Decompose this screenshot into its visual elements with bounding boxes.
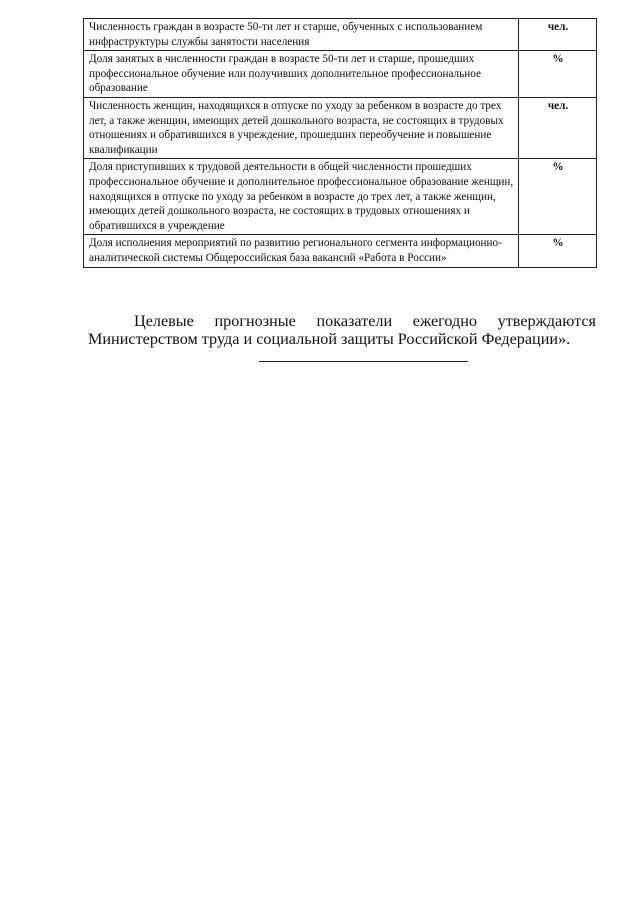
indicator-unit-cell: чел. <box>519 97 597 158</box>
indicator-name-cell: Численность граждан в возрасте 50-ти лет и старше, обученных с использованием инфраструктуры службы занятости населения <box>84 19 519 51</box>
indicator-name-cell: Доля занятых в численности граждан в возрасте 50-ти лет и старше, прошедших профессиональное обучение или получивших дополнительное профессиональное образование <box>84 51 519 98</box>
table-row <box>84 97 597 158</box>
table-row <box>84 19 597 51</box>
indicators-table <box>83 18 597 268</box>
indicator-unit-cell: % <box>519 51 597 98</box>
table-row <box>84 51 597 98</box>
table-row <box>84 159 597 235</box>
indicator-unit-cell: чел. <box>519 19 597 51</box>
indicator-unit-cell: % <box>519 235 597 267</box>
closing-paragraph: Целевые прогнозные показатели ежегодно утверждаются Министерством труда и социальной защиты Российской Федерации». <box>88 312 596 348</box>
indicator-name-cell: Численность женщин, находящихся в отпуске по уходу за ребенком в возрасте до трех лет, а также женщин, имеющих детей дошкольного возраста, не состоящих в трудовых отношениях и обратившихся в учреждение, прошедших переобучение и повышение квалификации <box>84 97 519 158</box>
table-row <box>84 235 597 267</box>
indicator-name-cell: Доля исполнения мероприятий по развитию регионального сегмента информационно-аналитической системы Общероссийская база вакансий «Работа в России» <box>84 235 519 267</box>
indicator-unit-cell: % <box>519 159 597 235</box>
end-of-document-rule <box>259 361 468 362</box>
indicator-name-cell: Доля приступивших к трудовой деятельности в общей численности прошедших профессиональное обучение и дополнительное профессиональное образование женщин, находящихся в отпуске по уходу за ребенком в возрасте до трех лет, а также женщин, имеющих детей дошкольного возраста, не состоящих в трудовых отношениях и обратившихся в учреждение <box>84 159 519 235</box>
